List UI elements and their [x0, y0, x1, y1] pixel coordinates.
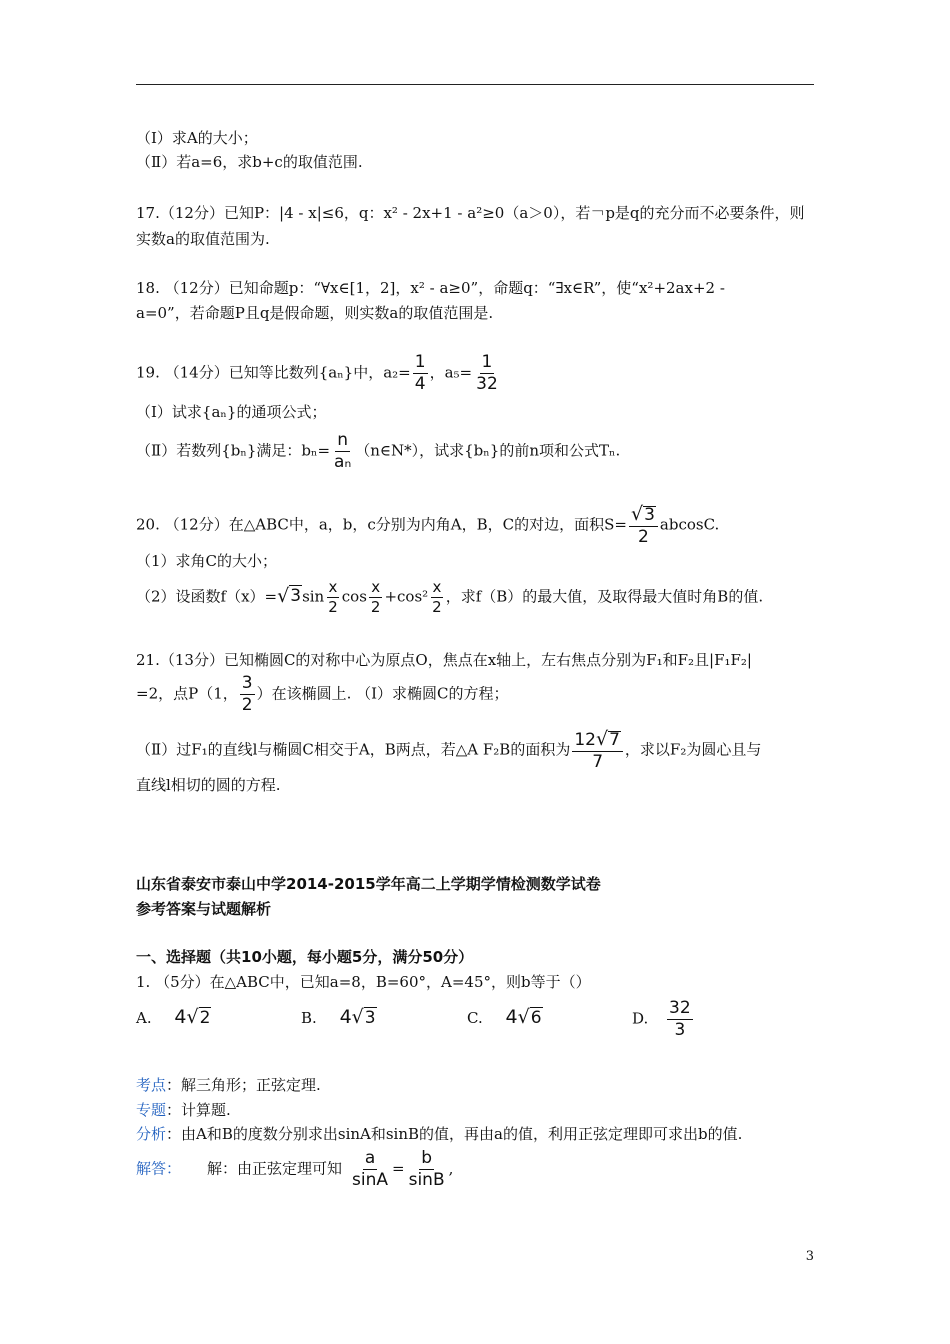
option-d-numerator: 32 [669, 998, 691, 1018]
answers-title: 山东省泰安市泰山中学2014-2015学年高二上学期学情检测数学试卷 [136, 875, 601, 893]
q20-part1: （1）求角C的大小； [136, 552, 278, 570]
q21-line1: 21.（13分）已知椭圆C的对称中心为原点O，焦点在x轴上，左右焦点分别为F₁和F₂且|F₁F₂| [136, 651, 752, 669]
comma: , [448, 1159, 454, 1178]
q16-part2: （Ⅱ）若a=6，求b+c的取值范围. [136, 153, 363, 171]
q19-mid: ，a₅= [429, 363, 473, 382]
sin-text: sin [302, 587, 325, 606]
ratio-b-numerator: b [421, 1148, 432, 1168]
q21-line2 [136, 675, 509, 714]
q21-line2-tail: ）在该椭圆上. （Ⅰ）求椭圆C的方程； [256, 684, 509, 703]
option-label: A. [136, 1009, 152, 1027]
sqrt-icon: √ 3 [277, 584, 302, 607]
q21-line3-lead: （Ⅱ）过F₁的直线l与椭圆C相交于A，B两点，若△A F₂B的面积为 [136, 740, 571, 759]
q21-line4: 直线l相切的圆的方程. [136, 776, 281, 794]
option-label: D. [632, 1009, 649, 1028]
kaodian-label: 考点 [136, 1076, 167, 1094]
cos-text: cos [341, 587, 367, 606]
area-root-7: 7 [609, 730, 620, 750]
option-d-fraction [667, 1000, 693, 1039]
fenxi-label: 分析 [136, 1125, 167, 1143]
q16-part1: （Ⅰ）求A的大小； [136, 129, 258, 147]
half-fraction-2 [369, 580, 383, 615]
cos2-text: +cos² [384, 587, 429, 606]
option-label: B. [301, 1009, 317, 1027]
half-fraction-3 [430, 580, 444, 615]
section-heading: 一、选择题（共10小题，每小题5分，满分50分） [136, 948, 474, 966]
option-label: C. [467, 1009, 483, 1027]
half-den: 2 [328, 598, 338, 616]
option-root: 6 [530, 1008, 542, 1028]
header-rule [136, 84, 814, 85]
bn-denominator: aₙ [334, 452, 352, 472]
area-root: 3 [644, 505, 655, 525]
answers-subtitle: 参考答案与试题解析 [136, 900, 272, 918]
q20-part2-lead: （2）设函数f（x）= [136, 587, 278, 606]
a5-denominator: 32 [476, 374, 498, 394]
option-root: 3 [364, 1008, 376, 1028]
p-fraction [240, 675, 255, 714]
sqrt-icon: √ 7 [595, 728, 620, 750]
option-b [301, 1006, 377, 1028]
sqrt-icon: √ 3 [630, 503, 655, 525]
zhuanti-label: 专题 [136, 1101, 167, 1119]
bn-fraction [332, 432, 353, 471]
option-root: 2 [199, 1008, 211, 1028]
half-num: x [432, 578, 442, 596]
option-d-denominator: 3 [674, 1020, 686, 1040]
sqrt-icon: √ 6 [517, 1006, 542, 1028]
q20-part2-tail: ，求f（B）的最大值，及取得最大值时角B的值. [445, 587, 764, 606]
zhuanti-text: ：计算题. [166, 1101, 231, 1119]
ratio-a-numerator: a [364, 1148, 376, 1168]
q20-suffix: abcosC. [659, 515, 720, 534]
sine-ratio-b [407, 1150, 447, 1189]
jieda-row [136, 1150, 453, 1189]
option-coef: 4 [505, 1006, 518, 1028]
option-coef: 4 [174, 1006, 187, 1028]
q17-line1: 17.（12分）已知P：|4 - x|≤6，q：x² - 2x+1 - a²≥0（a＞0），若￢p是q的充分而不必要条件，则 [136, 204, 805, 222]
area-coef: 12 [574, 730, 596, 750]
equals-sign: = [392, 1159, 405, 1178]
half-num: x [328, 578, 338, 596]
half-den: 2 [370, 598, 381, 616]
q20-prefix: 20. （12分）在△ABC中，a，b，c分别为内角A，B，C的对边，面积S= [136, 515, 627, 534]
kaodian-row [136, 1075, 321, 1095]
a5-numerator: 1 [481, 352, 493, 372]
option-a [136, 1006, 211, 1028]
q18-line2: a=0”，若命题P且q是假命题，则实数a的取值范围是. [136, 304, 494, 322]
q19-part2-tail: （n∈N*），试求{bₙ}的前n项和公式Tₙ. [355, 441, 621, 460]
p-denominator: 2 [241, 695, 253, 715]
q19-part1: （Ⅰ）试求{aₙ}的通项公式； [136, 403, 327, 421]
kaodian-text: ：解三角形；正弦定理. [166, 1076, 321, 1094]
fenxi-row [136, 1124, 742, 1144]
a-q1-stem: 1. （5分）在△ABC中，已知a=8，B=60°，A=45°，则b等于（） [136, 973, 591, 991]
q20-stem [136, 505, 719, 546]
half-num: x [371, 578, 381, 596]
q18-line1: 18. （12分）已知命题p：“∀x∈[1，2]，x² - a≥0”，命题q：“∃x∈R”，使“x²+2ax+2 - [136, 279, 725, 297]
ratio-a-denominator: sinA [352, 1170, 389, 1190]
half-den: 2 [432, 598, 442, 616]
area-21-denominator: 7 [592, 752, 604, 772]
sqrt-icon: √ 2 [186, 1006, 211, 1028]
jieda-text: 解：由正弦定理可知 [207, 1159, 343, 1178]
q19-stem [136, 354, 502, 393]
area-fraction [629, 505, 658, 546]
q21-line3 [136, 730, 761, 771]
a2-numerator: 1 [414, 352, 426, 372]
jieda-label: 解答： [136, 1159, 182, 1178]
sine-ratio-a [350, 1150, 390, 1189]
q21-line3-tail: ，求以F₂为圆心且与 [624, 740, 762, 759]
page-number: 3 [805, 1249, 814, 1264]
sqrt-icon: √ 3 [351, 1006, 376, 1028]
a2-denominator: 4 [414, 374, 426, 394]
a5-fraction [474, 354, 500, 393]
option-c [467, 1006, 543, 1028]
a2-fraction [413, 354, 428, 393]
zhuanti-row [136, 1100, 231, 1120]
fenxi-text: ：由A和B的度数分别求出sinA和sinB的值，再由a的值，利用正弦定理即可求出b的值. [166, 1125, 743, 1143]
q19-prefix: 19. （14分）已知等比数列{aₙ}中，a₂= [136, 363, 411, 382]
option-coef: 4 [339, 1006, 352, 1028]
root3-value: 3 [290, 585, 302, 606]
q19-part2 [136, 432, 620, 471]
bn-numerator: n [337, 430, 349, 450]
area-21-fraction [572, 730, 623, 771]
q17-line2: 实数a的取值范围为. [136, 230, 270, 248]
option-d [632, 1000, 695, 1039]
q20-part2 [136, 580, 763, 615]
q19-part2-lead: （Ⅱ）若数列{bₙ}满足：bₙ= [136, 441, 331, 460]
half-fraction-1 [326, 580, 340, 615]
p-numerator: 3 [241, 673, 253, 693]
ratio-b-denominator: sinB [408, 1170, 445, 1190]
q21-line2-lead: =2，点P（1， [136, 684, 238, 703]
area-denominator: 2 [638, 527, 649, 547]
